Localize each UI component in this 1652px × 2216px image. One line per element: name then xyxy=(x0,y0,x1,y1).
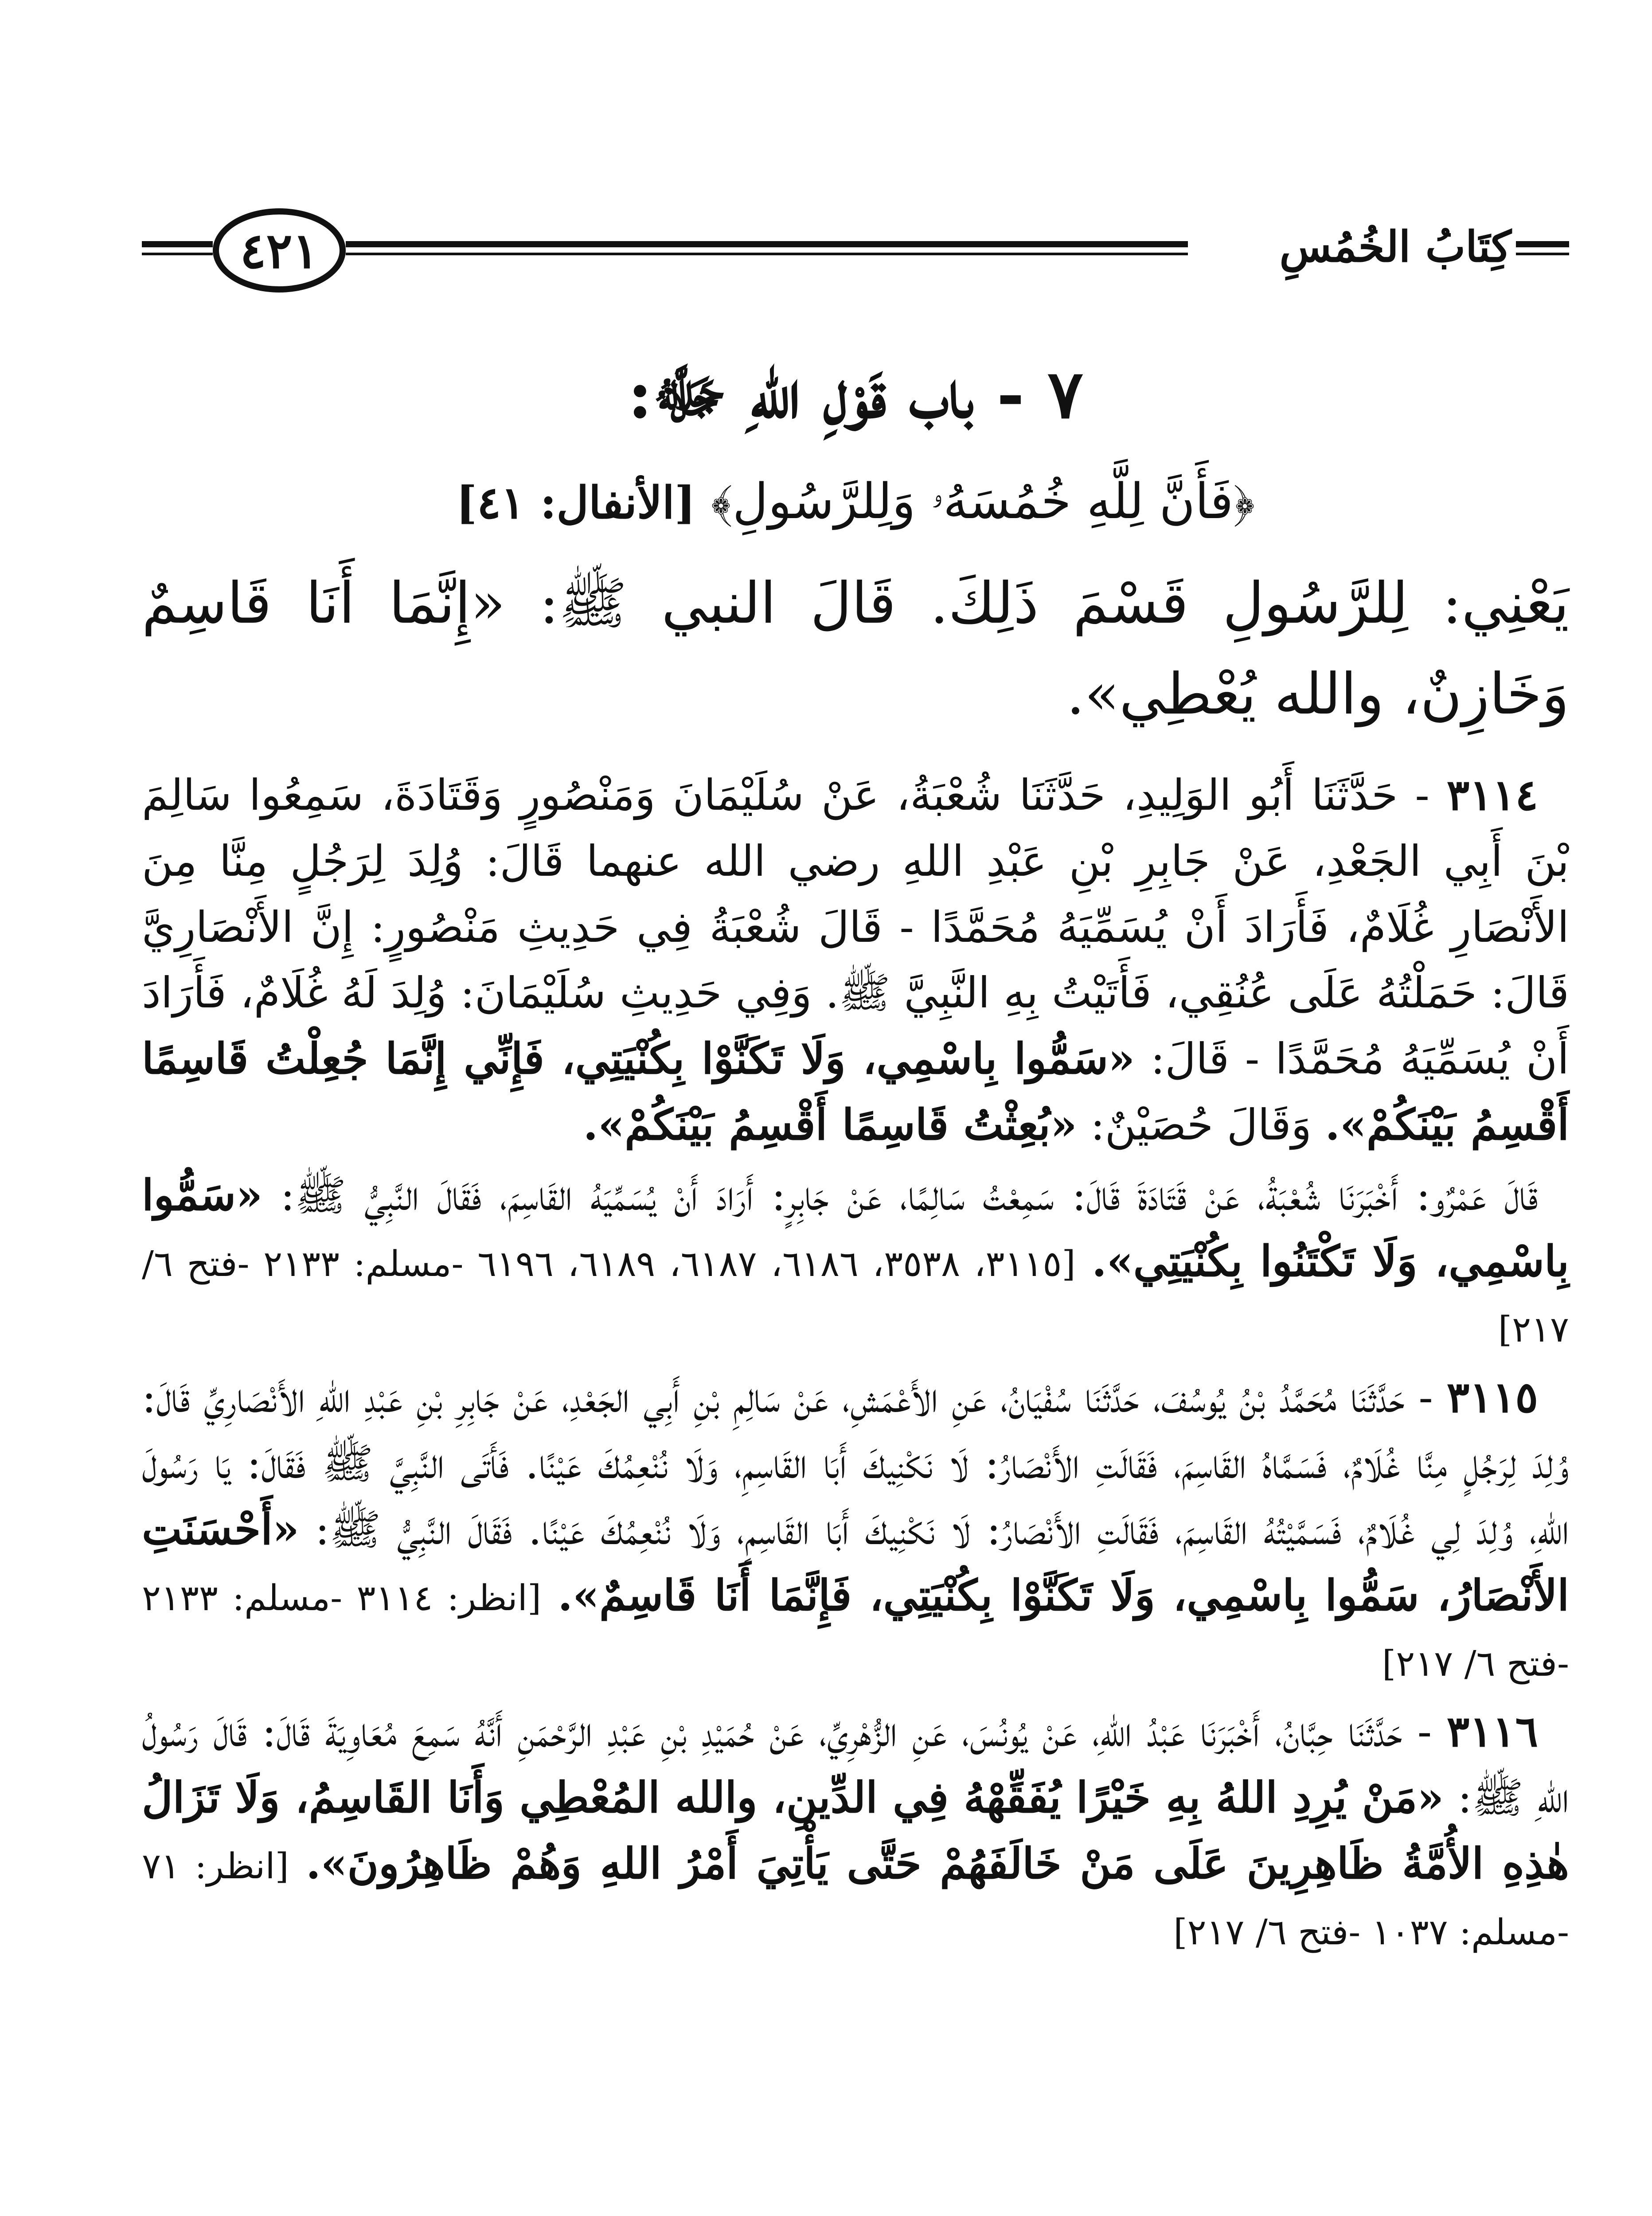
hadith-number: ٣١١٥ xyxy=(1446,1372,1539,1423)
prophet-speech: «أَحْسَنَتِ الأَنْصَارُ، سَمُّوا بِاسْمِي، وَلَا تَكَنَّوْا بِكُنْيَتِي، فَإِنَّمَا أَنَا قَاسِمٌ». xyxy=(142,1504,1570,1620)
chapter-heading: ٧ - باب قَوْلِ اللهِ ﷻ: xyxy=(628,355,1083,433)
hadith-paragraph xyxy=(142,1365,1569,1694)
hadith-text: - حَدَّثَنَا مُحَمَّدُ بْنُ يُوسُفَ، حَدَّثَنَا سُفْيَانُ، عَنِ الأَعْمَشِ، عَنْ سَالِمِ بْنِ أَبِي الجَعْدِ، عَنْ جَابِرِ بْنِ عَبْدِ اللهِ الأَنْصَارِيِّ قَالَ: وُلِدَ لِرَجُلٍ مِنَّا غُلَامٌ، فَسَمَّاهُ القَاسِمَ، فَقَالَتِ الأَنْصَارُ: لَا نَكْنِيكَ أَبَا القَاسِمِ، وَلَا نُنْعِمُكَ عَيْنًا. فَأَتَى النَّبِيَّ ﷺ فَقَالَ: يَا رَسُولَ اللهِ، وُلِدَ لِي غُلَامٌ، فَسَمَّيْتُهُ القَاسِمَ، فَقَالَتِ الأَنْصَارُ: لَا نَكْنِيكَ أَبَا القَاسِمِ، وَلَا نُنْعِمُكَ عَيْنًا. فَقَالَ النَّبِيُّ ﷺ: xyxy=(142,1373,1570,1554)
book-page xyxy=(142,133,1569,2216)
hadith-number: ٣١١٦ xyxy=(1446,1706,1539,1757)
verse-text: ﴿فَأَنَّ لِلَّهِ خُمُسَهُۥ وَلِلرَّسُولِ﴾ xyxy=(711,473,1255,530)
intro-quote: «إِنَّمَا أَنَا قَاسِمٌ وَخَازِنٌ، والله يُعْطِي». xyxy=(142,570,1569,727)
verse-reference: [الأنفال: ٤١] xyxy=(456,476,696,529)
prophet-speech: «مَنْ يُرِدِ اللهُ بِهِ خَيْرًا يُفَقِّهْهُ فِي الدِّينِ، والله المُعْطِي وَأَنَا القَاسِمُ، وَلَا تَزَالُ هٰذِهِ الأُمَّةُ ظَاهِرِينَ عَلَى مَنْ خَالَفَهُمْ حَتَّى يَأْتِيَ أَمْرُ اللهِ وَهُمْ ظَاهِرُونَ». xyxy=(142,1772,1570,1888)
hadith-text: - حَدَّثَنَا حِبَّانُ، أَخْبَرَنَا عَبْدُ اللهِ، عَنْ يُونُسَ، عَنِ الزُّهْرِيِّ، عَنْ حُمَيْدِ بْنِ عَبْدِ الرَّحْمَنِ أَنَّهُ سَمِعَ مُعَاوِيَةَ قَالَ: قَالَ رَسُولُ اللهِ ﷺ: xyxy=(142,1707,1570,1822)
intro-text: يَعْنِي: لِلرَّسُولِ قَسْمَ ذَلِكَ. قَالَ النبي ﷺ: xyxy=(539,570,1570,636)
chapter-intro xyxy=(142,558,1569,740)
hadith-text: قَالَ عَمْرٌو: أَخْبَرَنَا شُعْبَةُ، عَنْ قَتَادَةَ قَالَ: سَمِعْتُ سَالِمًا، عَنْ جَابِرٍ: أَرَادَ أَنْ يُسَمِّيَهُ القَاسِمَ، فَقَالَ النَّبِيُّ ﷺ: xyxy=(280,1170,1539,1220)
header-rule-left xyxy=(142,241,213,247)
hadith-text-2: وَقَالَ حُصَيْنٌ: xyxy=(1090,1100,1312,1150)
page-number: ٤٢١ xyxy=(213,208,346,293)
hadith-citation: [انظر: ٧١ -مسلم: ١٠٣٧ -فتح ٦/ ٢١٧] xyxy=(142,1845,1569,1953)
prophet-speech: «سَمُّوا بِاسْمِي، وَلَا تَكَنَّوْا بِكُنْيَتِي، فَإِنِّي إِنَّمَا جُعِلْتُ قَاسِمًا أَقْسِمُ بَيْنَكُمْ». xyxy=(142,1034,1569,1150)
hadith-citation: [انظر: ٣١١٤ -مسلم: ٢١٣٣ -فتح ٦/ ٢١٧] xyxy=(142,1577,1569,1685)
book-title: كِتَابُ الخُمُسِ xyxy=(1279,222,1511,272)
hadith-text: - حَدَّثَنَا أَبُو الوَلِيدِ، حَدَّثَنَا شُعْبَةُ، عَنْ سُلَيْمَانَ وَمَنْصُورٍ وَقَتَادَةَ، سَمِعُوا سَالِمَ بْنَ أَبِي الجَعْدِ، عَنْ جَابِرِ بْنِ عَبْدِ اللهِ رضي الله عنهما قَالَ: وُلِدَ لِرَجُلٍ مِنَّا مِنَ الأَنْصَارِ غُلَامٌ، فَأَرَادَ أَنْ يُسَمِّيَهُ مُحَمَّدًا - قَالَ شُعْبَةُ فِي حَدِيثِ مَنْصُورٍ: إِنَّ الأَنْصَارِيَّ قَالَ: حَمَلْتُهُ عَلَى عُنُقِي، فَأَتَيْتُ بِهِ النَّبِيَّ ﷺ. وَفِي حَدِيثِ سُلَيْمَانَ: وُلِدَ لَهُ غُلَامٌ، فَأَرَادَ أَنْ يُسَمِّيَهُ مُحَمَّدًا - قَالَ: xyxy=(142,770,1570,1084)
quran-verse xyxy=(142,470,1569,533)
prophet-speech-2: «بُعِثْتُ قَاسِمًا أَقْسِمُ بَيْنَكُمْ». xyxy=(583,1099,1077,1150)
header-rule-middle-thin xyxy=(346,253,1188,255)
hadith-list xyxy=(142,762,1569,1967)
hadith-paragraph xyxy=(142,1699,1569,1962)
hadith-number: ٣١١٤ xyxy=(1446,770,1539,820)
header-rule-middle xyxy=(346,241,1188,247)
hadith-paragraph xyxy=(142,1163,1569,1360)
hadith-citation: [٣١١٥، ٣٥٣٨، ٦١٨٦، ٦١٨٧، ٦١٨٩، ٦١٩٦ -مسلم: ٢١٣٣ -فتح ٦/ ٢١٧] xyxy=(142,1243,1569,1350)
page-header xyxy=(142,204,1569,310)
header-rule-right-thin xyxy=(1516,253,1569,255)
header-rule-left-thin xyxy=(142,253,213,255)
header-rule-right xyxy=(1516,241,1569,247)
prophet-speech: «سَمُّوا بِاسْمِي، وَلَا تَكْتَنُوا بِكُنْيَتِي». xyxy=(142,1170,1570,1286)
hadith-paragraph xyxy=(142,762,1569,1158)
